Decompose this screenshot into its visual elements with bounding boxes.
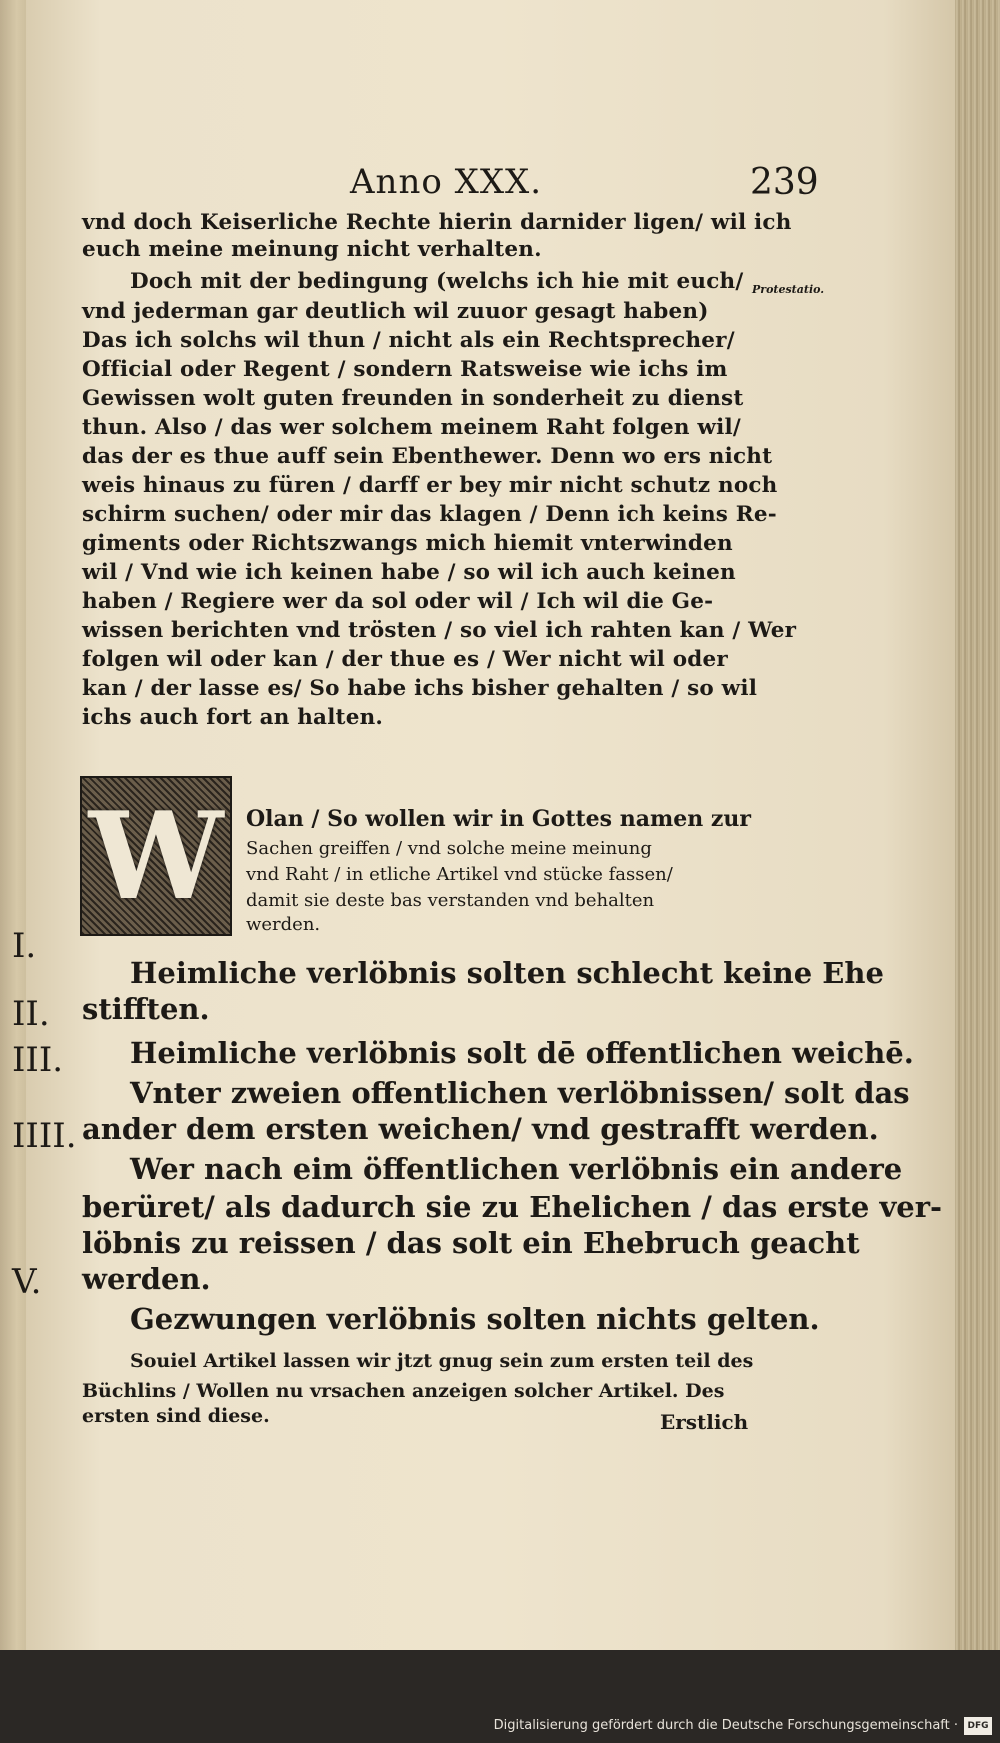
text-line: werden. (246, 914, 321, 935)
article-line: Heimliche verlöbnis solten schlecht keine Ehe (130, 956, 884, 990)
text-line: Souiel Artikel lassen wir jtzt gnug sein zum ersten teil des (130, 1350, 754, 1372)
roman-numeral: III. (12, 1040, 64, 1080)
text-line: Official oder Regent / sondern Ratsweise wie ichs im (82, 357, 728, 382)
text-line: Das ich solchs wil thun / nicht als ein Rechtsprecher/ (82, 328, 735, 353)
text-line: vnd jederman gar deutlich wil zuuor gesagt haben) (82, 299, 709, 324)
text-line: ichs auch fort an halten. (82, 705, 384, 730)
catchword: Erstlich (660, 1410, 749, 1434)
page-edge-left (0, 0, 28, 1650)
text-line: wissen berichten vnd trösten / so viel ich rahten kan / Wer (82, 618, 797, 643)
text-line: vnd Raht / in etliche Artikel vnd stücke fassen/ (246, 864, 673, 885)
text-line: giments oder Richtszwangs mich hiemit vnterwinden (82, 531, 733, 556)
initial-letter: W (88, 785, 224, 927)
page-number: 239 (750, 162, 819, 203)
text-line: wil / Vnd wie ich keinen habe / so wil ich auch keinen (82, 560, 736, 585)
roman-numeral: IIII. (12, 1116, 77, 1156)
article-line: löbnis zu reissen / das solt ein Ehebruch geacht (82, 1226, 860, 1260)
text-line: kan / der lasse es/ So habe ichs bisher gehalten / so wil (82, 676, 758, 701)
text-line: das der es thue auff sein Ebenthewer. Denn wo ers nicht (82, 444, 773, 469)
roman-numeral: II. (12, 994, 50, 1034)
text-line: weis hinaus zu füren / darff er bey mir nicht schutz noch (82, 473, 778, 498)
digitization-credit: Digitalisierung gefördert durch die Deutsche Forschungsgemeinschaft · (493, 1718, 958, 1733)
article-line: stifften. (82, 992, 210, 1026)
article-line: berüret/ als dadurch sie zu Ehelichen / das erste ver- (82, 1190, 943, 1224)
page-header-title: Anno XXX. (350, 162, 543, 202)
text-line: thun. Also / das wer solchem meinem Raht folgen wil/ (82, 415, 741, 440)
text-line: euch meine meinung nicht verhalten. (82, 237, 542, 262)
dfg-logo: DFG (964, 1717, 992, 1735)
text-line: damit sie deste bas verstanden vnd behalten (246, 890, 655, 911)
article-line: werden. (82, 1262, 211, 1296)
text-line: ersten sind diese. (82, 1405, 270, 1427)
roman-numeral: V. (12, 1262, 42, 1302)
text-line: vnd doch Keiserliche Rechte hierin darnider ligen/ wil ich (82, 210, 792, 235)
article-line: Vnter zweien offentlichen verlöbnissen/ solt das (130, 1076, 910, 1110)
article-line: Heimliche verlöbnis solt dē offentlichen weichē. (130, 1036, 914, 1070)
text-line: Doch mit der bedingung (welchs ich hie mit euch/ (130, 269, 744, 294)
roman-numeral: I. (12, 926, 37, 966)
text-line: folgen wil oder kan / der thue es / Wer nicht wil oder (82, 647, 728, 672)
margin-note: Protestatio. (752, 283, 825, 296)
text-line: Olan / So wollen wir in Gottes namen zur (246, 806, 751, 832)
viewer-footer (0, 1650, 1000, 1743)
decorated-initial (80, 776, 232, 936)
article-line: ander dem ersten weichen/ vnd gestrafft werden. (82, 1112, 879, 1146)
text-line: Büchlins / Wollen nu vrsachen anzeigen solcher Artikel. Des (82, 1380, 725, 1402)
text-line: Sachen greiffen / vnd solche meine meinung (246, 838, 652, 859)
text-line: haben / Regiere wer da sol oder wil / Ich wil die Ge- (82, 589, 714, 614)
article-line: Gezwungen verlöbnis solten nichts gelten. (130, 1302, 820, 1336)
article-line: Wer nach eim öffentlichen verlöbnis ein andere (130, 1152, 903, 1186)
text-line: schirm suchen/ oder mir das klagen / Denn ich keins Re- (82, 502, 777, 527)
text-line: Gewissen wolt guten freunden in sonderheit zu dienst (82, 386, 744, 411)
page-stack-edge (955, 0, 1000, 1650)
